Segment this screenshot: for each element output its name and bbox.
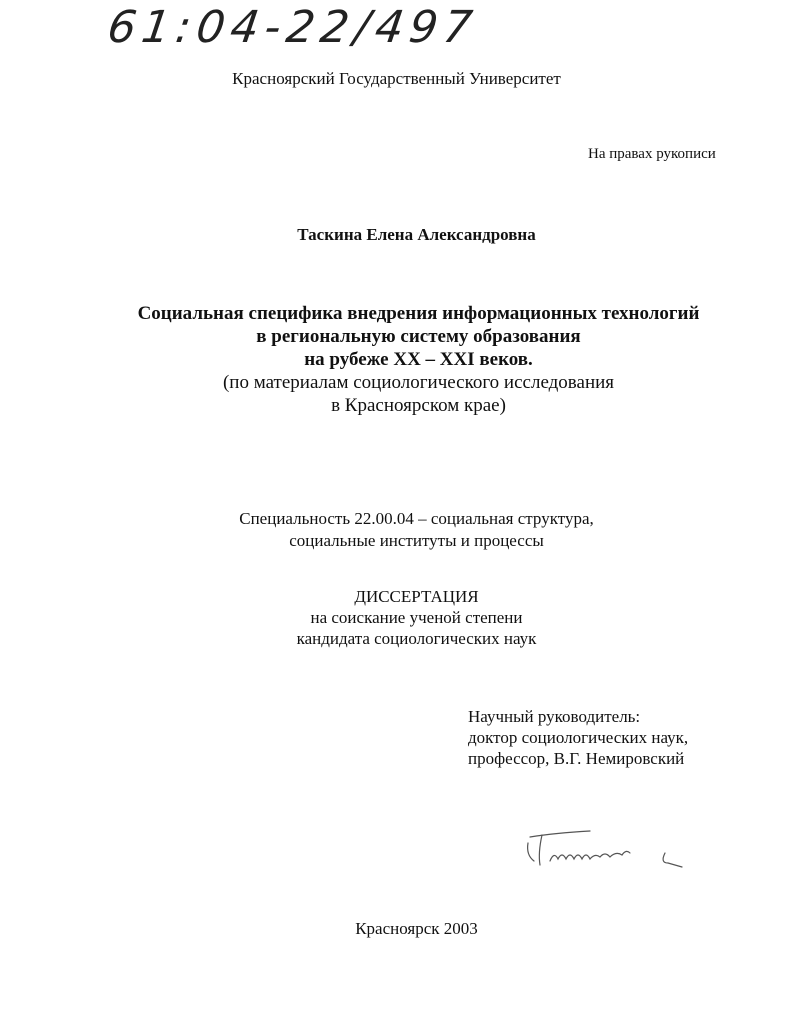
title-line: Социальная специфика внедрения информационных технологий (137, 303, 700, 324)
subtitle-line: в Красноярском крае) (331, 395, 506, 416)
author-name: Таскина Елена Александровна (297, 225, 536, 244)
specialty (20, 508, 793, 552)
supervisor-line: доктор социологических наук, (468, 728, 689, 747)
city-year: Красноярск 2003 (355, 919, 478, 938)
title-line: на рубеже XX – XXI веков. (304, 349, 533, 370)
university-name: Красноярский Государственный Университет (232, 69, 561, 88)
supervisor-block (468, 706, 688, 769)
degree-block (20, 586, 793, 649)
title-line: в региональную систему образования (256, 326, 581, 347)
degree-line: на соискание ученой степени (310, 608, 523, 627)
manuscript-note: На правах рукописи (588, 146, 716, 162)
specialty-line: Специальность 22.00.04 – социальная структура, (239, 509, 594, 528)
specialty-line: социальные институты и процессы (289, 531, 544, 550)
subtitle-line: (по материалам социологического исследования (222, 372, 615, 393)
dissertation-heading: ДИССЕРТАЦИЯ (354, 587, 479, 606)
degree-line: кандидата социологических наук (296, 629, 537, 648)
signature-image (500, 825, 690, 880)
handwritten-registry-number: 61:04-22/497 (104, 2, 482, 53)
supervisor-line: Научный руководитель: (468, 707, 641, 726)
supervisor-line: профессор, В.Г. Немировский (468, 749, 685, 768)
dissertation-title (22, 302, 793, 417)
